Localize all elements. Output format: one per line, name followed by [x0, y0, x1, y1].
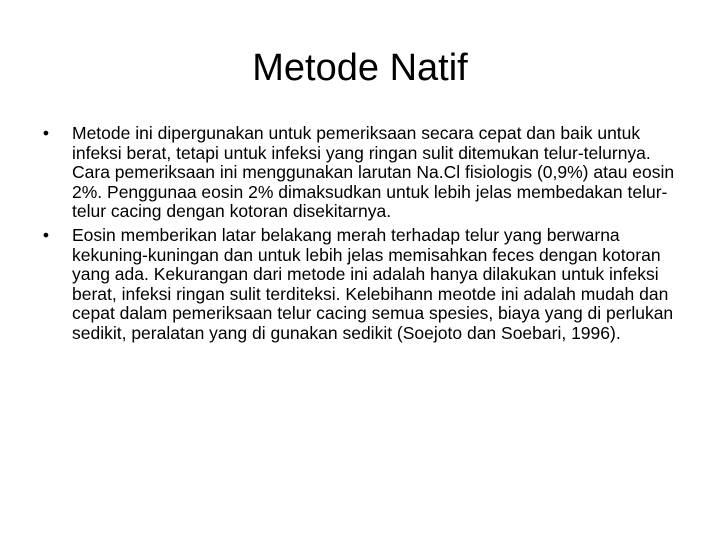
bullet-item-2	[36, 226, 686, 344]
bullet-text: Metode ini dipergunakan untuk pemeriksaan secara cepat dan baik untuk infeksi berat, tetapi untuk infeksi yang ringan sulit ditemukan telur-telurnya. Cara pemeriksaan ini menggunakan larutan Na.Cl fisiologis (0,9%) atau eosin 2%. Penggunaa eosin 2% dimaksudkan untuk lebih jelas membedakan telur-telur cacing dengan kotoran disekitarnya.	[72, 123, 675, 222]
bullet-marker: •	[42, 224, 50, 245]
bullet-marker: •	[42, 123, 50, 143]
slide-title: Metode Natif	[252, 47, 468, 89]
bullet-list	[36, 124, 686, 348]
bullet-text: Eosin memberikan latar belakang merah terhadap telur yang berwarna kekuning-kuningan dan untuk lebih jelas memisahkan feces dengan kotoran yang ada. Kekurangan dari metode ini adalah hanya dilakukan untuk infeksi berat, infeksi ringan sulit terditeksi. Kelebihann meotde ini adalah mudah dan cepat dalam pemeriksaan telur cacing semua spesies, biaya yang di perlukan sedikit, peralatan yang di gunakan sedikit (Soejoto dan Soebari, 1996).	[72, 224, 674, 343]
bullet-item-1	[36, 124, 686, 222]
